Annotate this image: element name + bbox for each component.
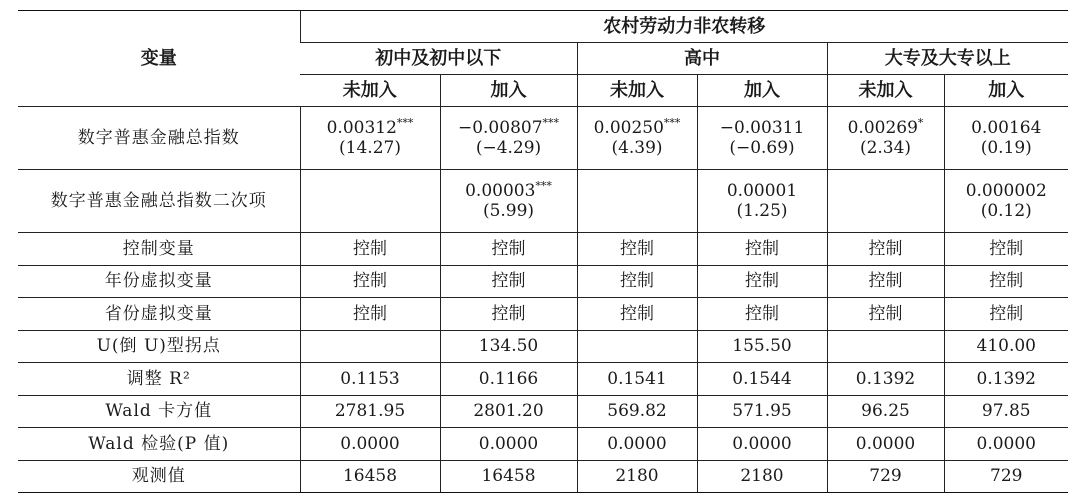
header-group-title: 农村劳动力非农转移 — [300, 11, 1068, 43]
coefficient: −0.00311 — [719, 117, 805, 138]
header-col: 未加入 — [577, 75, 697, 107]
header-subgroup-senior: 高中 — [577, 43, 827, 75]
table-cell: 0.1153 — [300, 363, 440, 396]
t-statistic — [828, 201, 944, 221]
coefficient — [301, 181, 440, 201]
table-cell — [300, 330, 440, 363]
table-cell: 2801.20 — [440, 395, 577, 428]
table-cell: 控制 — [577, 298, 697, 331]
table-cell — [827, 170, 944, 233]
t-statistic: (−0.69) — [729, 138, 795, 158]
table-cell — [440, 107, 577, 170]
table-cell: 134.50 — [440, 330, 577, 363]
table-cell: 控制 — [440, 298, 577, 331]
significance-stars: *** — [535, 178, 552, 192]
t-statistic: (14.27) — [339, 138, 401, 158]
row-label: U(倒 U)型拐点 — [18, 330, 300, 363]
table-cell — [944, 170, 1068, 233]
significance-stars: * — [917, 115, 924, 129]
header-col: 加入 — [440, 75, 577, 107]
table-cell: 96.25 — [827, 395, 944, 428]
header-col: 加入 — [697, 75, 827, 107]
significance-stars: *** — [542, 115, 560, 129]
table-cell: 410.00 — [944, 330, 1068, 363]
table-cell: 控制 — [827, 298, 944, 331]
table-row — [18, 298, 1068, 331]
table-cell — [577, 107, 697, 170]
table-cell — [300, 170, 440, 233]
table-cell: 0.0000 — [577, 428, 697, 461]
table-row — [18, 233, 1068, 266]
table-cell: 2781.95 — [300, 395, 440, 428]
table-cell: 0.1392 — [944, 363, 1068, 396]
table-cell: 2180 — [697, 460, 827, 493]
t-statistic: (0.19) — [980, 138, 1032, 158]
t-statistic: (0.12) — [980, 201, 1032, 221]
row-label: 年份虚拟变量 — [18, 265, 300, 298]
table-cell: 16458 — [440, 460, 577, 493]
table-cell: 0.0000 — [300, 428, 440, 461]
table-cell: 0.0000 — [440, 428, 577, 461]
table-cell — [440, 170, 577, 233]
table-row — [18, 107, 1068, 170]
table-cell: 0.1544 — [697, 363, 827, 396]
coefficient: 0.00312*** — [326, 115, 414, 138]
regression-table — [18, 10, 1068, 493]
table-cell — [827, 330, 944, 363]
coefficient: 0.000002 — [965, 180, 1047, 201]
table-cell: 569.82 — [577, 395, 697, 428]
table-cell: 控制 — [827, 265, 944, 298]
table-cell: 控制 — [944, 265, 1068, 298]
row-label: 数字普惠金融总指数二次项 — [18, 170, 300, 233]
table-cell: 控制 — [944, 298, 1068, 331]
t-statistic — [578, 201, 697, 221]
row-label: 控制变量 — [18, 233, 300, 266]
t-statistic: (5.99) — [482, 201, 535, 221]
table-cell: 控制 — [697, 233, 827, 266]
t-statistic: (1.25) — [736, 201, 788, 221]
t-statistic: (−4.29) — [475, 138, 542, 158]
table-cell: 155.50 — [697, 330, 827, 363]
header-col: 未加入 — [300, 75, 440, 107]
table-row — [18, 170, 1068, 233]
table-cell: 0.1392 — [827, 363, 944, 396]
table-cell — [300, 107, 440, 170]
table-cell: 控制 — [697, 298, 827, 331]
table-row — [18, 330, 1068, 363]
table-cell: 0.1166 — [440, 363, 577, 396]
significance-stars: *** — [396, 115, 414, 129]
table-cell: 控制 — [827, 233, 944, 266]
coefficient — [578, 181, 697, 201]
table-cell: 控制 — [440, 233, 577, 266]
table-cell — [577, 330, 697, 363]
table-cell: 16458 — [300, 460, 440, 493]
coefficient: 0.00003*** — [465, 178, 552, 201]
table-cell — [944, 107, 1068, 170]
table-cell: 控制 — [577, 233, 697, 266]
coefficient — [828, 181, 944, 201]
table-cell: 0.0000 — [827, 428, 944, 461]
row-label: Wald 卡方值 — [18, 395, 300, 428]
header-col: 未加入 — [827, 75, 944, 107]
table-body — [18, 107, 1068, 493]
coefficient: 0.00001 — [726, 180, 798, 201]
table-row — [18, 363, 1068, 396]
t-statistic: (2.34) — [859, 138, 912, 158]
table-cell: 729 — [944, 460, 1068, 493]
header-variable: 变量 — [18, 11, 300, 107]
table-cell: 0.1541 — [577, 363, 697, 396]
row-label: 数字普惠金融总指数 — [18, 107, 300, 170]
table-cell: 729 — [827, 460, 944, 493]
table-cell: 571.95 — [697, 395, 827, 428]
table-cell: 控制 — [440, 265, 577, 298]
t-statistic — [301, 201, 440, 221]
t-statistic: (4.39) — [611, 138, 663, 158]
table-cell — [827, 107, 944, 170]
header-subgroup-junior: 初中及初中以下 — [300, 43, 577, 75]
coefficient: 0.00164 — [971, 117, 1042, 138]
coefficient: 0.00269* — [847, 115, 924, 138]
table-cell: 控制 — [300, 298, 440, 331]
table-cell — [697, 170, 827, 233]
significance-stars: *** — [663, 115, 681, 129]
row-label: Wald 检验(P 值) — [18, 428, 300, 461]
table-cell: 控制 — [577, 265, 697, 298]
table-cell: 0.0000 — [697, 428, 827, 461]
table-cell: 控制 — [300, 265, 440, 298]
table-cell: 控制 — [697, 265, 827, 298]
table-cell — [577, 170, 697, 233]
header-subgroup-college: 大专及大专以上 — [827, 43, 1068, 75]
row-label: 省份虚拟变量 — [18, 298, 300, 331]
table-cell: 97.85 — [944, 395, 1068, 428]
coefficient: −0.00807*** — [457, 115, 560, 138]
table-row — [18, 460, 1068, 493]
row-label: 观测值 — [18, 460, 300, 493]
header-col: 加入 — [944, 75, 1068, 107]
table-cell: 2180 — [577, 460, 697, 493]
table-row — [18, 265, 1068, 298]
coefficient: 0.00250*** — [593, 115, 681, 138]
table-cell: 0.0000 — [944, 428, 1068, 461]
table-cell: 控制 — [300, 233, 440, 266]
row-label: 调整 R² — [18, 363, 300, 396]
table-cell: 控制 — [944, 233, 1068, 266]
table-row — [18, 395, 1068, 428]
table-cell — [697, 107, 827, 170]
table-row — [18, 428, 1068, 461]
